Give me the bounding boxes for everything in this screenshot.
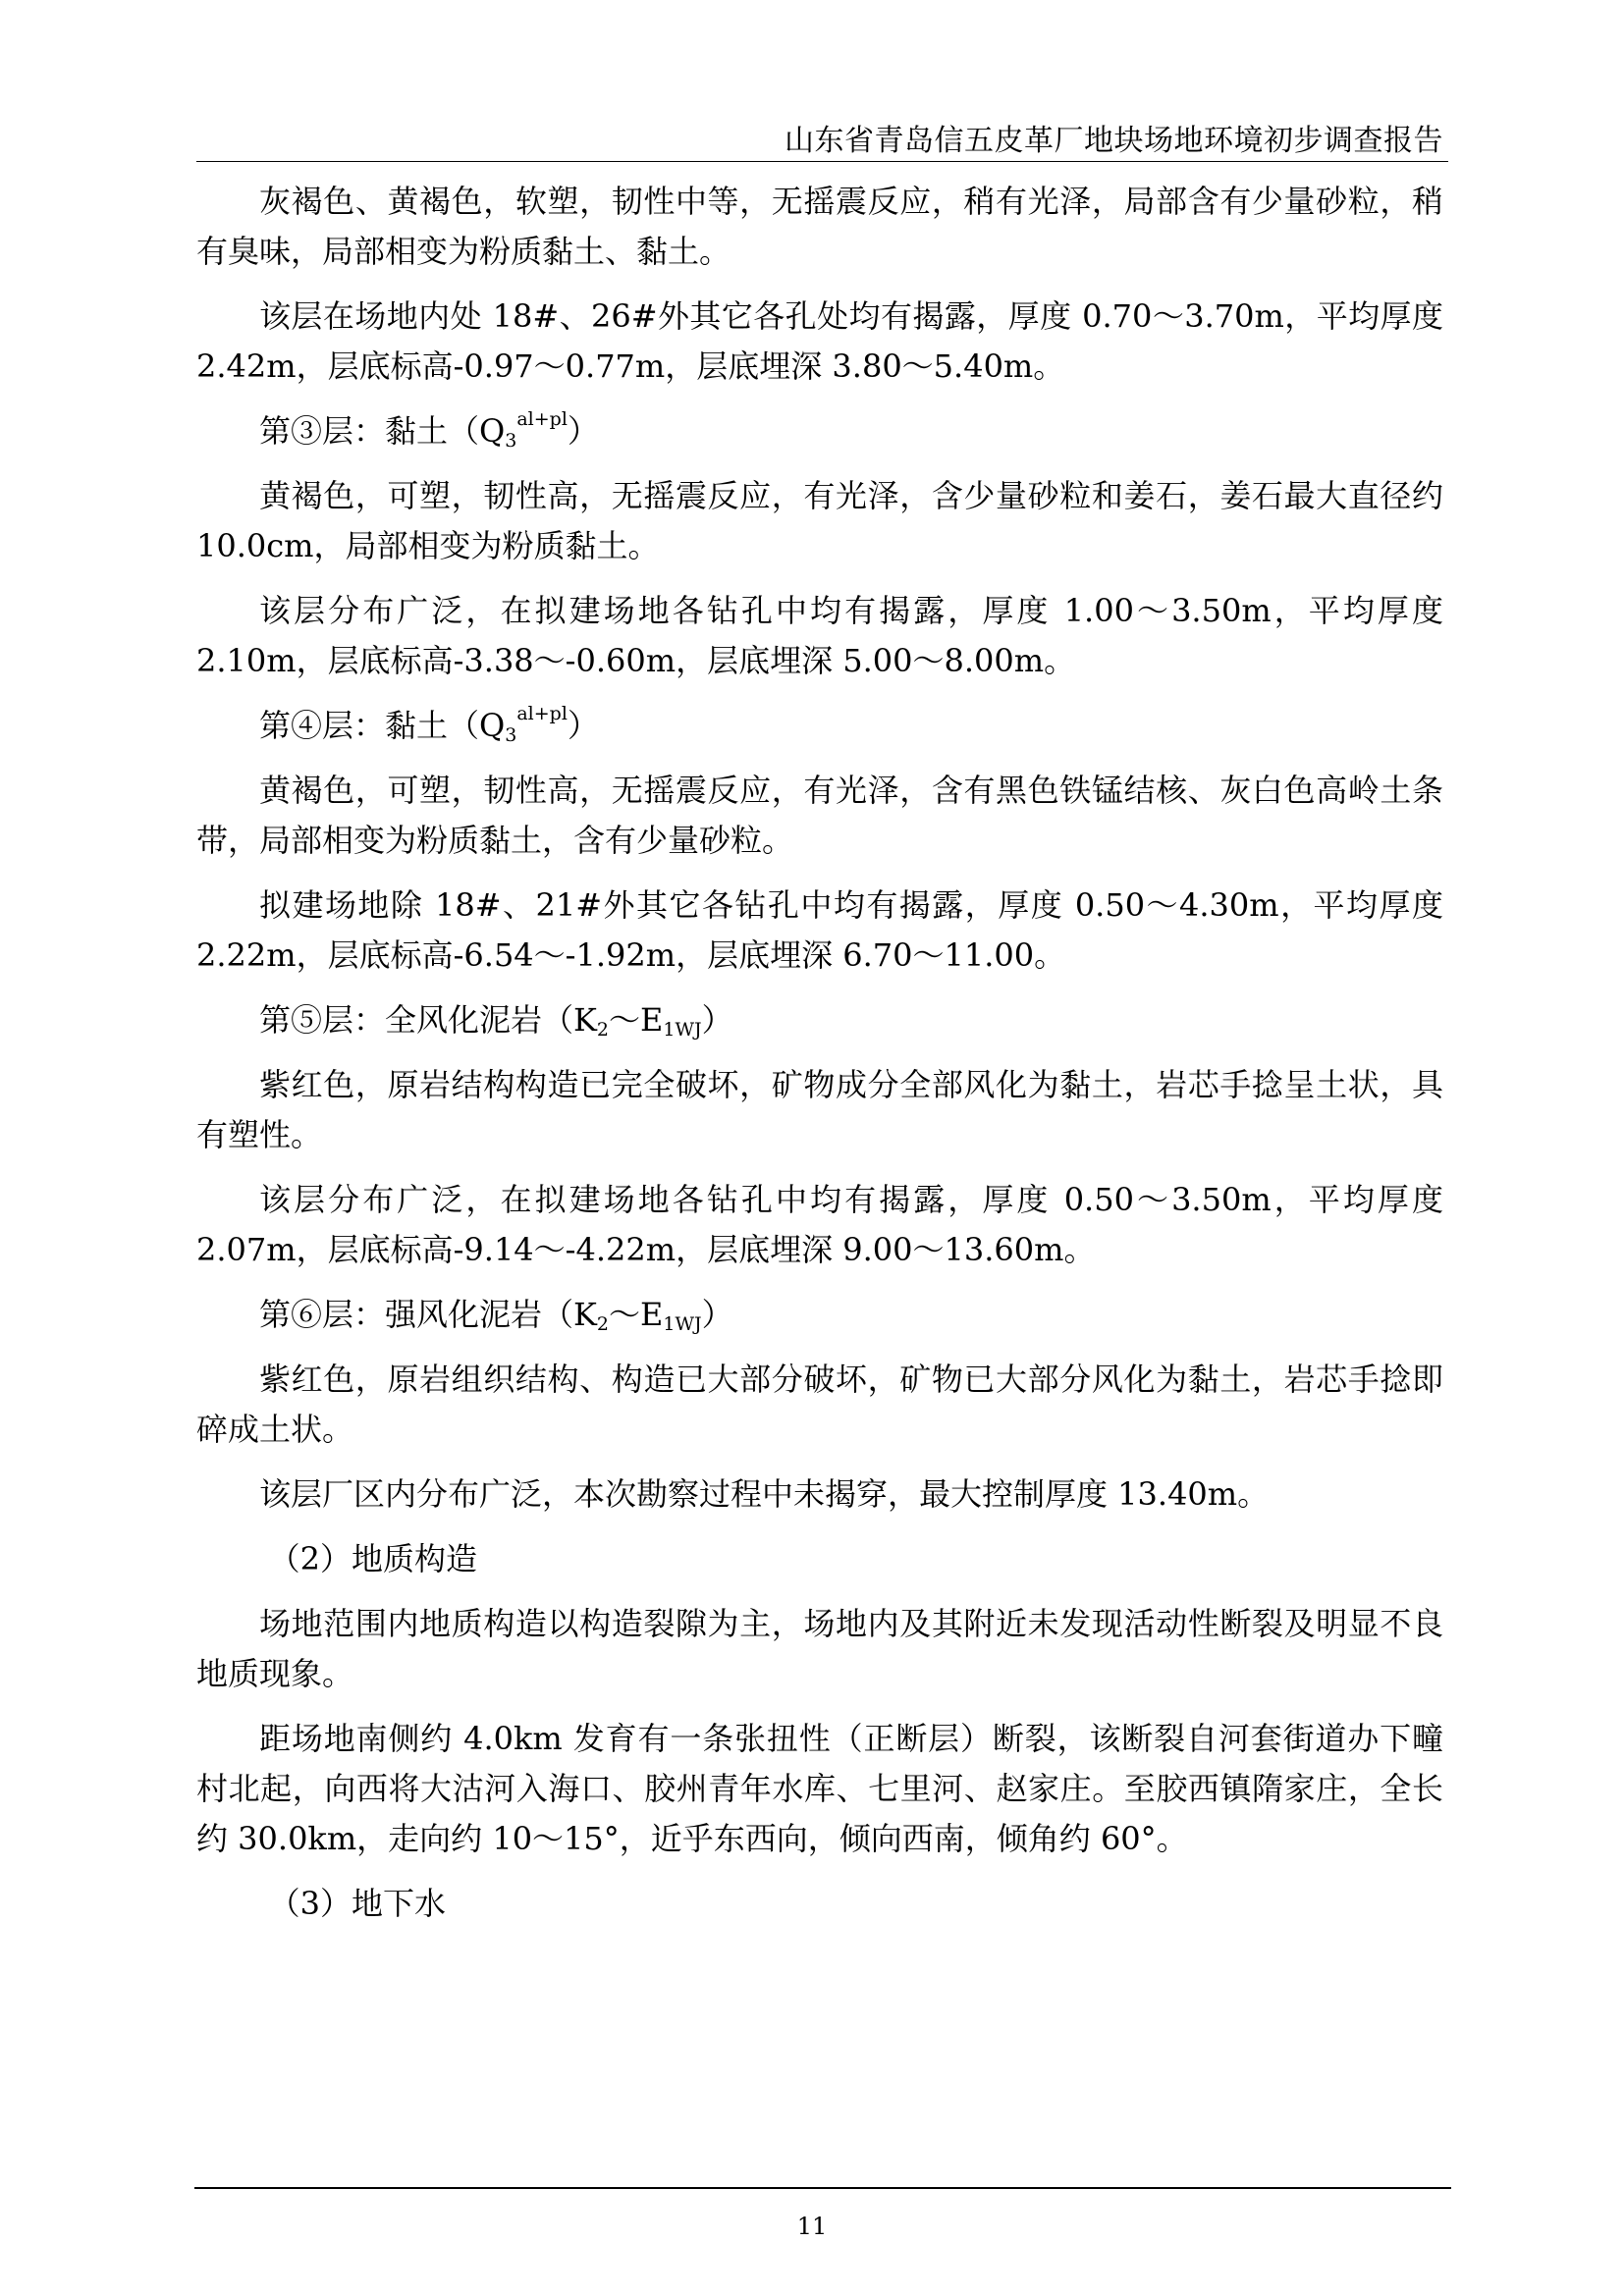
paragraph: 紫红色，原岩组织结构、构造已大部分破坏，矿物已大部分风化为黏土，岩芯手捻即碎成土状。 [196,1361,1443,1448]
strata-symbol: ～E [609,1001,664,1039]
strata-subscript: 2 [596,1312,610,1335]
paragraph: 距场地南侧约 4.0km 发育有一条张扭性（正断层）断裂，该断裂自河套街道办下疃村北起，向西将大沽河入海口、胶州青年水库、七里河、赵家庄。至胶西镇隋家庄，全长约 30.0km，走向约 10～15°，近乎东西向，倾向西南，倾角约 60°。 [196,1720,1443,1857]
paragraph: 黄褐色，可塑，韧性高，无摇震反应，有光泽，含少量砂粒和姜石，姜石最大直径约 10.0cm，局部相变为粉质黏土。 [196,477,1443,564]
paragraph: 该层分布广泛，在拟建场地各钻孔中均有揭露，厚度 0.50～3.50m，平均厚度 2.07m，层底标高-9.14～-4.22m，层底埋深 9.00～13.60m。 [196,1181,1443,1268]
paragraph: 灰褐色、黄褐色，软塑，韧性中等，无摇震反应，稍有光泽，局部含有少量砂粒，稍有臭味，局部相变为粉质黏土、黏土。 [196,183,1443,270]
layer-label: 第④层：黏土（ [259,707,480,744]
layer-heading-5 [196,995,1443,1045]
paragraph: 紫红色，原岩结构构造已完全破坏，矿物成分全部风化为黏土，岩芯手捻呈土状，具有塑性。 [196,1066,1443,1153]
layer-label: 第③层：黏土（ [259,412,480,450]
page-number: 11 [796,2213,828,2240]
age-subscript: 3 [505,429,517,452]
paragraph: 黄褐色，可塑，韧性高，无摇震反应，有光泽，含有黑色铁锰结核、灰白色高岭土条带，局部相变为粉质黏土，含有少量砂粒。 [196,772,1443,859]
paragraph: 该层分布广泛，在拟建场地各钻孔中均有揭露，厚度 1.00～3.50m，平均厚度 2.10m，层底标高-3.38～-0.60m，层底埋深 5.00～8.00m。 [196,592,1443,679]
header-title: 山东省青岛信五皮革厂地块场地环境初步调查报告 [785,124,1443,158]
layer-label: 第⑤层：全风化泥岩（ [259,1001,574,1039]
section-heading: （2）地质构造 [268,1540,477,1577]
age-symbol: Q [479,707,506,744]
layer-heading-6 [196,1290,1443,1340]
running-header [196,110,1448,162]
layer-label: 第⑥层：强风化泥岩（ [259,1296,574,1333]
section-heading: （3）地下水 [268,1885,446,1922]
strata-subscript: 1WJ [663,1312,702,1335]
genesis-superscript: al+pl [516,407,568,430]
layer-heading-4 [196,701,1443,751]
footer-rule [194,2187,1451,2189]
bracket-close: ） [567,412,599,450]
layer-heading-3 [196,406,1443,456]
bracket-close: ） [701,1296,733,1333]
strata-symbol: K [573,1001,597,1039]
strata-subscript: 2 [596,1018,610,1041]
paragraph: 该层厂区内分布广泛，本次勘察过程中未揭穿，最大控制厚度 13.40m。 [259,1475,1270,1513]
strata-symbol: ～E [609,1296,664,1333]
paragraph: 拟建场地除 18#、21#外其它各钻孔中均有揭露，厚度 0.50～4.30m，平均厚度 2.22m，层底标高-6.54～-1.92m，层底埋深 6.70～11.00。 [196,886,1443,974]
bracket-close: ） [567,707,599,744]
strata-symbol: K [573,1296,597,1333]
bracket-close: ） [701,1001,733,1039]
report-body [196,177,1443,1944]
strata-subscript: 1WJ [663,1018,702,1041]
paragraph: 场地范围内地质构造以构造裂隙为主，场地内及其附近未发现活动性断裂及明显不良地质现象。 [196,1605,1443,1692]
age-symbol: Q [479,412,506,450]
paragraph: 该层在场地内处 18#、26#外其它各孔处均有揭露，厚度 0.70～3.70m，平均厚度 2.42m，层底标高-0.97～0.77m，层底埋深 3.80～5.40m。 [196,297,1443,385]
genesis-superscript: al+pl [516,702,568,724]
age-subscript: 3 [505,723,517,746]
